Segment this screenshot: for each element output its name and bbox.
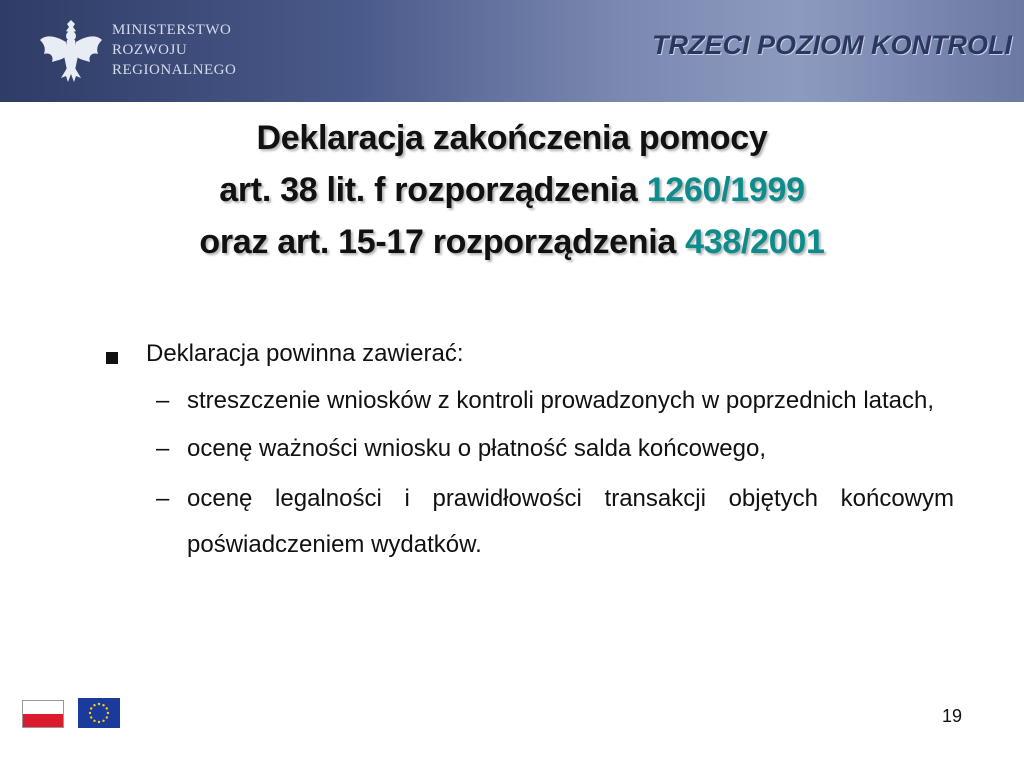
bullet-text: Deklaracja powinna zawierać: (146, 340, 464, 367)
dash-marker: – (156, 435, 170, 462)
polish-eagle-emblem-icon (38, 14, 104, 86)
eu-star-icon (90, 707, 92, 709)
slide-body (104, 340, 954, 568)
title-line-2 (0, 164, 1024, 216)
eu-star-icon (98, 721, 100, 723)
eu-flag-icon (78, 698, 120, 728)
ministry-name (112, 20, 236, 80)
ministry-line-1: MINISTERSTWO (112, 22, 232, 38)
eu-star-icon (106, 716, 108, 718)
title-line-2-text: art. 38 lit. f rozporządzenia (219, 171, 638, 209)
eu-star-icon (106, 707, 108, 709)
title-line-1: Deklaracja zakończenia pomocy (256, 119, 768, 157)
dash-marker: – (156, 485, 170, 512)
dash-marker: – (156, 387, 170, 414)
eu-star-icon (98, 703, 100, 705)
eu-star-icon (89, 712, 91, 714)
regulation-number-438: 438/2001 (685, 223, 825, 261)
eu-star-icon (107, 712, 109, 714)
sub-item-3 (104, 476, 954, 568)
slide-header (0, 0, 1024, 102)
ministry-line-3: REGIONALNEGO (112, 62, 237, 78)
section-title: TRZECI POZIOM KONTROLI (652, 30, 1012, 60)
eu-star-icon (102, 720, 104, 722)
polish-flag-icon (22, 700, 64, 728)
title-line-3-text: oraz art. 15-17 rozporządzenia (199, 223, 677, 261)
slide-title (0, 112, 1024, 268)
eu-star-icon (93, 704, 95, 706)
sub-item-2 (104, 428, 954, 470)
sub-item-1 (104, 380, 954, 422)
sub-item-text: ocenę legalności i prawidłowości transakcji objętych końcowym poświadczeniem wydatków. (187, 485, 954, 558)
page-number: 19 (942, 706, 963, 726)
regulation-number-1260: 1260/1999 (646, 171, 805, 209)
eu-star-icon (93, 720, 95, 722)
ministry-line-2: ROZWOJU (112, 42, 188, 58)
sub-item-text: streszczenie wniosków z kontroli prowadzonych w poprzednich latach, (187, 387, 935, 414)
eu-star-icon (90, 716, 92, 718)
eu-star-icon (102, 704, 104, 706)
title-line-3 (0, 216, 1024, 268)
square-bullet-icon (106, 352, 118, 364)
bullet-item (104, 340, 954, 368)
sub-item-text: ocenę ważności wniosku o płatność salda końcowego, (187, 435, 767, 462)
